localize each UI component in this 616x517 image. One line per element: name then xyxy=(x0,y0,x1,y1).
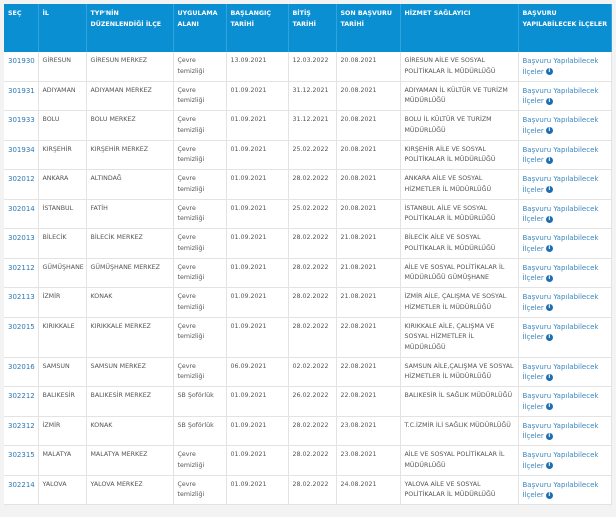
cell-son-basvuru: 23.08.2021 xyxy=(336,446,400,476)
cell-bitis: 28.02.2022 xyxy=(288,446,336,476)
cell-ilceler xyxy=(518,81,611,111)
cell-baslangic: 01.09.2021 xyxy=(226,170,288,200)
cell-hizmet: İSTANBUL AİLE VE SOSYAL POLİTİKALAR İL MÜDÜRLÜĞÜ xyxy=(400,199,518,229)
cell-alan: Çevre temizliği xyxy=(173,199,226,229)
cell-hizmet: KIRIKKALE AİLE, ÇALIŞMA VE SOSYAL HİZMETLER İL MÜDÜRLÜĞÜ xyxy=(400,317,518,357)
table-row xyxy=(4,229,611,259)
districts-link[interactable]: Başvuru Yapılabilecek İlçeler xyxy=(522,234,599,253)
header-bitis: BİTİŞ TARİHİ xyxy=(288,4,336,52)
cell-ilceler xyxy=(518,170,611,200)
cell-il: BALIKESİR xyxy=(38,387,86,417)
districts-link[interactable]: Başvuru Yapılabilecek İlçeler xyxy=(522,480,599,499)
header-ilceler: BAŞVURU YAPILABİLECEK İLÇELER xyxy=(518,4,611,52)
cell-alan: Çevre temizliği xyxy=(173,475,226,505)
cell-baslangic: 01.09.2021 xyxy=(226,475,288,505)
cell-son-basvuru: 24.08.2021 xyxy=(336,475,400,505)
cell-alan: Çevre temizliği xyxy=(173,317,226,357)
table-row xyxy=(4,140,611,170)
districts-link[interactable]: Başvuru Yapılabilecek İlçeler xyxy=(522,421,599,440)
cell-ilce: ALTINDAĞ xyxy=(86,170,173,200)
cell-id xyxy=(4,170,38,200)
info-icon[interactable]: i xyxy=(546,304,553,311)
cell-id xyxy=(4,357,38,387)
cell-bitis: 12.03.2022 xyxy=(288,52,336,81)
info-icon[interactable]: i xyxy=(546,245,553,252)
info-icon[interactable]: i xyxy=(546,275,553,282)
cell-alan: Çevre temizliği xyxy=(173,52,226,81)
info-icon[interactable]: i xyxy=(546,462,553,469)
select-link[interactable]: 302112 xyxy=(8,263,35,272)
cell-ilceler xyxy=(518,475,611,505)
cell-son-basvuru: 20.08.2021 xyxy=(336,52,400,81)
cell-bitis: 28.02.2022 xyxy=(288,288,336,318)
table-row xyxy=(4,52,611,81)
cell-baslangic: 01.09.2021 xyxy=(226,446,288,476)
cell-baslangic: 06.09.2021 xyxy=(226,357,288,387)
cell-ilceler xyxy=(518,446,611,476)
districts-link[interactable]: Başvuru Yapılabilecek İlçeler xyxy=(522,392,599,411)
cell-hizmet: BOLU İL KÜLTÜR VE TURİZM MÜDÜRLÜĞÜ xyxy=(400,111,518,141)
cell-bitis: 28.02.2022 xyxy=(288,475,336,505)
cell-ilceler xyxy=(518,317,611,357)
cell-ilce: BOLU MERKEZ xyxy=(86,111,173,141)
table-row xyxy=(4,81,611,111)
info-icon[interactable]: i xyxy=(546,98,553,105)
header-ilce: TYP'NİN DÜZENLENDİĞİ İLÇE xyxy=(86,4,173,52)
cell-bitis: 28.02.2022 xyxy=(288,170,336,200)
districts-link[interactable]: Başvuru Yapılabilecek İlçeler xyxy=(522,204,599,223)
cell-il: KIRŞEHİR xyxy=(38,140,86,170)
header-son-basvuru: SON BAŞVURU TARİHİ xyxy=(336,4,400,52)
select-link[interactable]: 302214 xyxy=(8,480,35,489)
info-icon[interactable]: i xyxy=(546,127,553,134)
cell-bitis: 02.02.2022 xyxy=(288,357,336,387)
info-icon[interactable]: i xyxy=(546,68,553,75)
cell-bitis: 28.02.2022 xyxy=(288,416,336,446)
cell-hizmet: T.C.İZMİR İLİ SAĞLIK MÜDÜRLÜĞÜ xyxy=(400,416,518,446)
districts-link[interactable]: Başvuru Yapılabilecek İlçeler xyxy=(522,175,599,194)
cell-baslangic: 01.09.2021 xyxy=(226,111,288,141)
cell-il: İSTANBUL xyxy=(38,199,86,229)
cell-id xyxy=(4,416,38,446)
select-link[interactable]: 302014 xyxy=(8,204,35,213)
cell-id xyxy=(4,81,38,111)
cell-son-basvuru: 22.08.2021 xyxy=(336,387,400,417)
cell-bitis: 25.02.2022 xyxy=(288,199,336,229)
cell-id xyxy=(4,446,38,476)
cell-hizmet: BALIKESİR İL SAĞLIK MÜDÜRLÜĞÜ xyxy=(400,387,518,417)
cell-id xyxy=(4,288,38,318)
cell-ilce: YALOVA MERKEZ xyxy=(86,475,173,505)
cell-ilce: BALIKESİR MERKEZ xyxy=(86,387,173,417)
select-link[interactable]: 302312 xyxy=(8,421,35,430)
table-row xyxy=(4,475,611,505)
table-row xyxy=(4,416,611,446)
districts-link[interactable]: Başvuru Yapılabilecek İlçeler xyxy=(522,293,599,312)
cell-bitis: 26.02.2022 xyxy=(288,387,336,417)
districts-link[interactable]: Başvuru Yapılabilecek İlçeler xyxy=(522,116,599,135)
cell-son-basvuru: 20.08.2021 xyxy=(336,199,400,229)
cell-bitis: 31.12.2021 xyxy=(288,81,336,111)
districts-link[interactable]: Başvuru Yapılabilecek İlçeler xyxy=(522,263,599,282)
cell-ilceler xyxy=(518,199,611,229)
cell-bitis: 28.02.2022 xyxy=(288,317,336,357)
cell-baslangic: 01.09.2021 xyxy=(226,229,288,259)
cell-hizmet: SAMSUN AİLE,ÇALIŞMA VE SOSYAL HİZMETLER İL MÜDÜRLÜĞÜ xyxy=(400,357,518,387)
cell-alan: Çevre temizliği xyxy=(173,111,226,141)
info-icon[interactable]: i xyxy=(546,403,553,410)
cell-son-basvuru: 22.08.2021 xyxy=(336,357,400,387)
table-row xyxy=(4,258,611,288)
cell-id xyxy=(4,258,38,288)
cell-ilce: ADIYAMAN MERKEZ xyxy=(86,81,173,111)
info-icon[interactable]: i xyxy=(546,433,553,440)
info-icon[interactable]: i xyxy=(546,374,553,381)
cell-il: BİLECİK xyxy=(38,229,86,259)
cell-hizmet: AİLE VE SOSYAL POLİTİKALAR İL MÜDÜRLÜĞÜ xyxy=(400,446,518,476)
cell-baslangic: 01.09.2021 xyxy=(226,140,288,170)
cell-alan: SB Şoförlük xyxy=(173,387,226,417)
districts-link[interactable]: Başvuru Yapılabilecek İlçeler xyxy=(522,322,599,341)
info-icon[interactable]: i xyxy=(546,492,553,499)
cell-il: KIRIKKALE xyxy=(38,317,86,357)
cell-il: GİRESUN xyxy=(38,52,86,81)
cell-alan: Çevre temizliği xyxy=(173,140,226,170)
table-header-row xyxy=(4,4,611,52)
cell-ilce: GİRESUN MERKEZ xyxy=(86,52,173,81)
cell-bitis: 28.02.2022 xyxy=(288,229,336,259)
cell-bitis: 31.12.2021 xyxy=(288,111,336,141)
table-row xyxy=(4,317,611,357)
cell-son-basvuru: 21.08.2021 xyxy=(336,288,400,318)
select-link[interactable]: 302113 xyxy=(8,293,35,301)
cell-ilce: KONAK xyxy=(86,288,173,318)
cell-hizmet: BİLECİK AİLE VE SOSYAL POLİTİKALAR İL MÜDÜRLÜĞÜ xyxy=(400,229,518,259)
cell-il: BOLU xyxy=(38,111,86,141)
cell-il: GÜMÜŞHANE xyxy=(38,258,86,288)
header-sec: SEÇ xyxy=(4,4,38,52)
cell-son-basvuru: 21.08.2021 xyxy=(336,229,400,259)
cell-hizmet: YALOVA AİLE VE SOSYAL POLİTİKALAR İL MÜDÜRLÜĞÜ xyxy=(400,475,518,505)
cell-alan: Çevre temizliği xyxy=(173,170,226,200)
cell-son-basvuru: 20.08.2021 xyxy=(336,170,400,200)
cell-alan: Çevre temizliği xyxy=(173,258,226,288)
select-link[interactable]: 301933 xyxy=(8,116,35,124)
cell-son-basvuru: 21.08.2021 xyxy=(336,258,400,288)
cell-alan: Çevre temizliği xyxy=(173,288,226,318)
cell-ilce: GÜMÜŞHANE MERKEZ xyxy=(86,258,173,288)
cell-ilce: FATİH xyxy=(86,199,173,229)
select-link[interactable]: 302212 xyxy=(8,392,35,400)
districts-link[interactable]: Başvuru Yapılabilecek İlçeler xyxy=(522,145,599,164)
cell-ilce: KIRŞEHİR MERKEZ xyxy=(86,140,173,170)
districts-link[interactable]: Başvuru Yapılabilecek İlçeler xyxy=(522,57,599,76)
cell-id xyxy=(4,52,38,81)
header-il: İL xyxy=(38,4,86,52)
table-row xyxy=(4,170,611,200)
cell-hizmet: ADIYAMAN İL KÜLTÜR VE TURİZM MÜDÜRLÜĞÜ xyxy=(400,81,518,111)
table-row xyxy=(4,288,611,318)
cell-ilceler xyxy=(518,111,611,141)
cell-baslangic: 01.09.2021 xyxy=(226,416,288,446)
cell-id xyxy=(4,229,38,259)
cell-baslangic: 01.09.2021 xyxy=(226,258,288,288)
cell-son-basvuru: 22.08.2021 xyxy=(336,317,400,357)
table-row xyxy=(4,387,611,417)
cell-il: İZMİR xyxy=(38,288,86,318)
vacancy-table xyxy=(4,4,612,505)
cell-hizmet: ANKARA AİLE VE SOSYAL HİZMETLER İL MÜDÜRLÜĞÜ xyxy=(400,170,518,200)
header-alan: UYGULAMA ALANI xyxy=(173,4,226,52)
cell-ilceler xyxy=(518,258,611,288)
cell-baslangic: 13.09.2021 xyxy=(226,52,288,81)
select-link[interactable]: 302315 xyxy=(8,451,35,459)
cell-id xyxy=(4,199,38,229)
cell-son-basvuru: 23.08.2021 xyxy=(336,416,400,446)
cell-ilceler xyxy=(518,229,611,259)
districts-link[interactable]: Başvuru Yapılabilecek İlçeler xyxy=(522,86,599,105)
select-link[interactable]: 301934 xyxy=(8,145,35,154)
select-link[interactable]: 302016 xyxy=(8,362,35,371)
cell-baslangic: 01.09.2021 xyxy=(226,288,288,318)
info-icon[interactable]: i xyxy=(546,334,553,341)
cell-hizmet: KIRŞEHİR AİLE VE SOSYAL POLİTİKALAR İL MÜDÜRLÜĞÜ xyxy=(400,140,518,170)
districts-link[interactable]: Başvuru Yapılabilecek İlçeler xyxy=(522,451,599,470)
info-icon[interactable]: i xyxy=(546,186,553,193)
cell-ilceler xyxy=(518,288,611,318)
cell-baslangic: 01.09.2021 xyxy=(226,199,288,229)
table-row xyxy=(4,111,611,141)
cell-id xyxy=(4,475,38,505)
header-hizmet: HİZMET SAĞLAYICI xyxy=(400,4,518,52)
cell-son-basvuru: 20.08.2021 xyxy=(336,111,400,141)
cell-ilceler xyxy=(518,416,611,446)
select-link[interactable]: 301930 xyxy=(8,57,35,65)
info-icon[interactable]: i xyxy=(546,216,553,223)
select-link[interactable]: 301931 xyxy=(8,86,35,95)
cell-son-basvuru: 20.08.2021 xyxy=(336,81,400,111)
cell-bitis: 28.02.2022 xyxy=(288,258,336,288)
table-row xyxy=(4,446,611,476)
select-link[interactable]: 302015 xyxy=(8,322,35,331)
cell-son-basvuru: 20.08.2021 xyxy=(336,140,400,170)
cell-id xyxy=(4,387,38,417)
table-row xyxy=(4,357,611,387)
select-link[interactable]: 302013 xyxy=(8,234,35,242)
cell-il: ANKARA xyxy=(38,170,86,200)
cell-il: YALOVA xyxy=(38,475,86,505)
cell-ilce: KONAK xyxy=(86,416,173,446)
cell-alan: Çevre temizliği xyxy=(173,81,226,111)
cell-alan: Çevre temizliği xyxy=(173,229,226,259)
cell-alan: Çevre temizliği xyxy=(173,446,226,476)
header-baslangic: BAŞLANGIÇ TARİHİ xyxy=(226,4,288,52)
cell-ilce: KIRIKKALE MERKEZ xyxy=(86,317,173,357)
cell-il: SAMSUN xyxy=(38,357,86,387)
districts-link[interactable]: Başvuru Yapılabilecek İlçeler xyxy=(522,362,599,381)
cell-id xyxy=(4,317,38,357)
cell-ilceler xyxy=(518,357,611,387)
select-link[interactable]: 302012 xyxy=(8,175,35,183)
cell-ilceler xyxy=(518,140,611,170)
cell-ilce: BİLECİK MERKEZ xyxy=(86,229,173,259)
cell-id xyxy=(4,140,38,170)
cell-alan: SB Şoförlük xyxy=(173,416,226,446)
cell-il: ADIYAMAN xyxy=(38,81,86,111)
cell-ilceler xyxy=(518,52,611,81)
cell-baslangic: 01.09.2021 xyxy=(226,387,288,417)
cell-id xyxy=(4,111,38,141)
cell-ilce: MALATYA MERKEZ xyxy=(86,446,173,476)
cell-alan: Çevre temizliği xyxy=(173,357,226,387)
cell-ilceler xyxy=(518,387,611,417)
table-row xyxy=(4,199,611,229)
cell-il: MALATYA xyxy=(38,446,86,476)
cell-bitis: 25.02.2022 xyxy=(288,140,336,170)
info-icon[interactable]: i xyxy=(546,157,553,164)
cell-baslangic: 01.09.2021 xyxy=(226,81,288,111)
cell-hizmet: AİLE VE SOSYAL POLİTİKALAR İL MÜDÜRLÜĞÜ GÜMÜŞHANE xyxy=(400,258,518,288)
cell-ilce: SAMSUN MERKEZ xyxy=(86,357,173,387)
cell-baslangic: 01.09.2021 xyxy=(226,317,288,357)
cell-il: İZMİR xyxy=(38,416,86,446)
cell-hizmet: GİRESUN AİLE VE SOSYAL POLİTİKALAR İL MÜDÜRLÜĞÜ xyxy=(400,52,518,81)
cell-hizmet: İZMİR AİLE, ÇALIŞMA VE SOSYAL HİZMETLER İL MÜDÜRLÜĞÜ xyxy=(400,288,518,318)
